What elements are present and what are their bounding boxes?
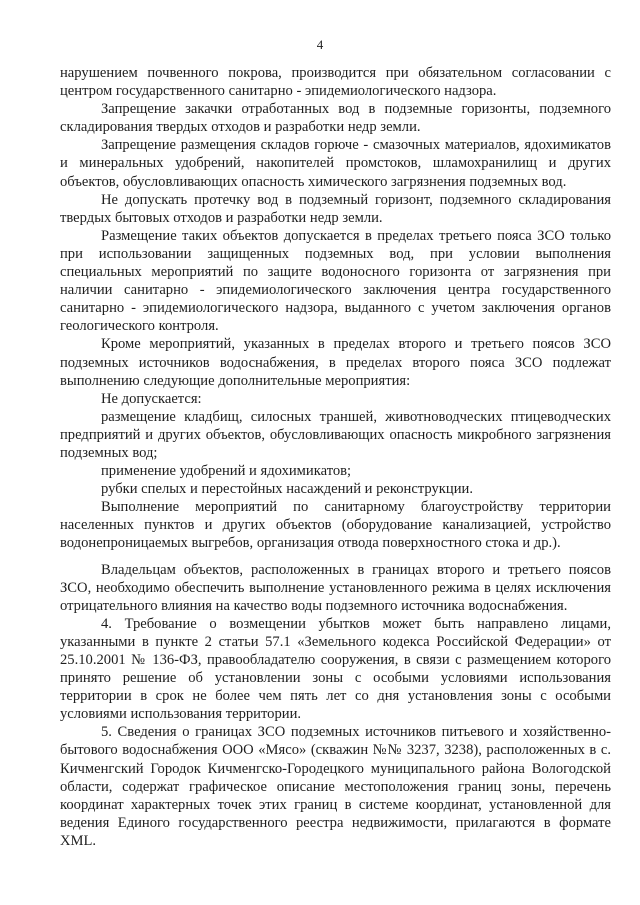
paragraph-leak-ban: Не допускать протечку вод в подземный горизонт, подземного складирования твердых бытовых отходов и разработки недр земли. — [60, 191, 611, 226]
paragraph-additional-measures: Кроме мероприятий, указанных в пределах второго и третьего поясов ЗСО подземных источников водоснабжения, в пределах второго пояса ЗСО подлежат выполнению следующие дополнительные мероприятия: — [60, 336, 611, 389]
list-item-cemeteries: размещение кладбищ, силосных траншей, животноводческих птицеводческих предприятий и других объектов, обусловливающих опасность микробного загрязнения подземных вод; — [60, 408, 611, 461]
paragraph-item-5: 5. Сведения о границах ЗСО подземных источников питьевого и хозяйственно-бытового водоснабжения ООО «Мясо» (скважин №№ 3237, 3238), расположенных в с. Кичменгский Городок Кичменгско-Городецкого муниципального района Вологодской области, содержат графическое описание местоположения границ зоны, перечень координат характерных точек этих границ в системе координат, установленной для ведения Единого государственного реестра недвижимости, прилагаются в формате XML. — [60, 724, 611, 849]
paragraph-injection-ban: Запрещение закачки отработанных вод в подземные горизонты, подземного складирования твердых отходов и разработки недр земли. — [60, 101, 611, 136]
paragraph-owners-duty: Владельцам объектов, расположенных в границах второго и третьего поясов ЗСО, необходимо обеспечить выполнение установленного режима в целях исключения отрицательного влияния на качество воды подземного источника водоснабжения. — [60, 561, 611, 614]
page-number: 4 — [316, 37, 324, 52]
list-item-logging: рубки спелых и перестойных насаждений и реконструкции. — [101, 481, 473, 498]
document-body — [60, 64, 611, 850]
paragraph-sanitation: Выполнение мероприятий по санитарному благоустройству территории населенных пунктов и других объектов (оборудование канализацией, устройство водонепроницаемых выгребов, организация отвода поверхностного стока и др.). — [60, 499, 611, 552]
paragraph-not-allowed: Не допускается: — [101, 390, 202, 407]
paragraph-item-4: 4. Требование о возмещении убытков может быть направлено лицами, указанными в пункте 2 статьи 57.1 «Земельного кодекса Российской Федерации» от 25.10.2001 № 136-ФЗ, правообладателю сооружения, в связи с размещением которого принято решение об установлении зоны с особыми условиями использования территории в срок не более чем пять лет со дня установления зоны с особыми условиями использования территории. — [60, 615, 611, 723]
paragraph-storage-ban: Запрещение размещения складов горюче - смазочных материалов, ядохимикатов и минеральных удобрений, накопителей промстоков, шламохранилищ и других объектов, обусловливающих опасность химического загрязнения подземных вод. — [60, 137, 611, 190]
paragraph-continuation: нарушением почвенного покрова, производится при обязательном согласовании с центром государственного санитарно - эпидемиологического надзора. — [60, 65, 611, 100]
list-item-fertilizers: применение удобрений и ядохимикатов; — [101, 463, 352, 480]
paragraph-placement-conditions: Размещение таких объектов допускается в пределах третьего пояса ЗСО только при использовании защищенных подземных вод, при условии выполнения специальных мероприятий по защите водоносного горизонта от загрязнения при наличии санитарно - эпидемиологического заключения центра государственного санитарно - эпидемиологического надзора, выданного с учетом заключения органов геологического контроля. — [60, 227, 611, 335]
